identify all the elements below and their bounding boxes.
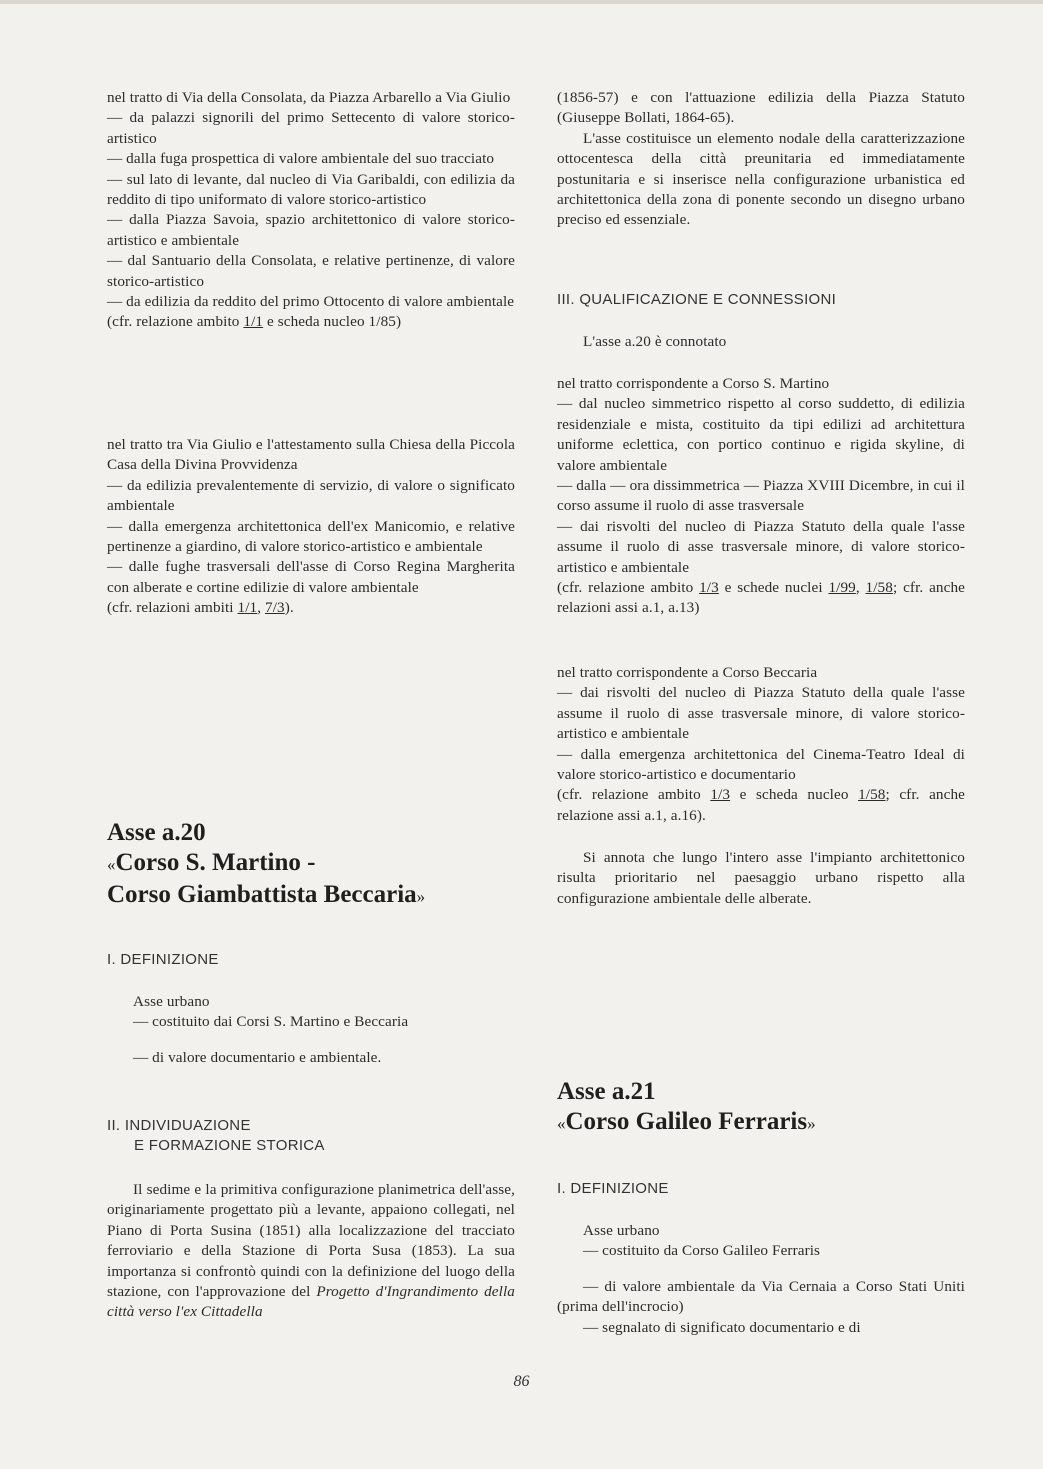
reference-text: e scheda nucleo [730,786,859,804]
section-heading-qualificazione: III. QUALIFICAZIONE E CONNESSIONI [557,291,837,308]
quote-mark: « [107,855,116,874]
note-paragraph [557,848,965,909]
reference-link[interactable]: 1/1 [243,313,264,331]
qualificazione-intro [557,332,965,352]
asse-title-line [107,880,515,912]
paragraph: — sul lato di levante, dal nucleo di Via Garibaldi, con edilizia da reddito di tipo uniformato di valore storico-artistico [107,170,515,209]
paragraph: L'asse a.20 è connotato [583,333,727,350]
paragraph: (1856-57) e con l'attuazione edilizia della Piazza Statuto (Giuseppe Bollati, 1864-65). [557,89,965,127]
section-heading-definizione: I. DEFINIZIONE [557,1180,669,1197]
reference [557,785,965,826]
reference-text: (cfr. relazione ambito [557,786,711,804]
reference-link[interactable]: 1/58 [858,786,886,804]
paragraph: nel tratto tra Via Giulio e l'attestamento sulla Chiesa della Piccola Casa della Divina Provvidenza [107,436,515,474]
paragraph: — da palazzi signorili del primo Settecento di valore storico-artistico [107,109,515,147]
heading-line: E FORMAZIONE STORICA [134,1137,325,1154]
reference-text: ). [284,599,294,617]
page-number: 86 [513,1373,530,1390]
paragraph: — segnalato di significato documentario e di [583,1318,861,1336]
asse-title-line [557,1107,965,1139]
reference-link[interactable]: 1/3 [699,579,719,597]
asse-title-text: Corso Galileo Ferraris [565,1108,808,1135]
reference-text: , [855,579,866,597]
paragraph: — dalla — ora dissimmetrica — Piazza XVIII Dicembre, in cui il corso assume il ruolo di asse trasversale [557,477,965,515]
giulio-block [107,435,515,619]
reference-text: e scheda nucleo 1/85) [263,313,402,331]
asse-title-text: Corso Giambattista Beccaria [107,881,417,908]
definizione-block [107,992,515,1068]
reference-text: (cfr. relazioni ambiti [107,599,238,617]
project-title: Progetto d'Ingrandimento della città verso l'ex Cittadella [107,1283,515,1321]
paragraph: nel tratto corrispondente a Corso Beccaria [557,664,818,681]
reference-link[interactable]: 1/58 [865,579,893,597]
paragraph: — di valore ambientale da Via Cernaia a Corso Stati Uniti (prima dell'incrocio) [557,1277,965,1316]
top-edge-line [0,0,1043,4]
reference-text: e schede nuclei [718,579,829,597]
paragraph: Asse urbano [583,1222,660,1239]
paragraph: — costituito dai Corsi S. Martino e Beccaria [133,1013,409,1031]
paragraph: — di valore documentario e ambientale. [133,1048,382,1066]
paragraph: — dalla emergenza architettonica del Cinema-Teatro Ideal di valore storico-artistico e documentario [557,745,965,784]
section-heading-definizione: I. DEFINIZIONE [107,951,219,968]
reference-link[interactable]: 1/99 [828,579,856,597]
reference-link[interactable]: 7/3 [265,599,285,617]
definizione-block [557,1221,965,1338]
consolata-block [107,88,515,333]
asse-title-line: Asse a.20 [107,819,206,846]
asse-title-line [107,848,515,880]
paragraph: — dai risvolti del nucleo di Piazza Statuto della quale l'asse assume il ruolo di asse trasversale minore, di valore storico-artistico e ambientale [557,684,965,743]
individuazione-text [107,1180,515,1323]
paragraph: — dalla fuga prospettica di valore ambientale del suo tracciato [107,150,495,168]
reference-text: ; cfr. anche relazione assi a.1, a.16). [557,786,965,824]
paragraph: nel tratto di Via della Consolata, da Piazza Arbarello a Via Giulio [107,89,511,106]
quote-mark: » [807,1114,816,1133]
quote-mark: » [416,887,426,906]
paragraph [107,1180,515,1323]
beccaria-block [557,663,965,826]
paragraph: Asse urbano [133,993,210,1010]
reference-link[interactable]: 1/3 [710,786,731,804]
asse-a20-heading [107,818,515,912]
paragraph: L'asse costituisce un elemento nodale della caratterizzazione ottocentesca della città preunitaria ed immediatamente postunitaria e si inserisce nella configurazione urbanistica ed architettonica della zona di ponente secondo un disegno urbano preciso ed essenziale. [557,129,965,229]
reference [557,578,965,619]
reference-text: (cfr. relazione ambito [557,579,700,597]
quote-mark: « [557,1114,566,1133]
san-martino-block [557,374,965,619]
asse-title-line: Asse a.21 [557,1078,656,1105]
section-heading-individuazione [107,1116,515,1156]
paragraph: nel tratto corrispondente a Corso S. Martino [557,375,830,392]
paragraph: — da edilizia prevalentemente di servizio, di valore o significato ambientale [107,476,515,515]
paragraph: — dai risvolti del nucleo di Piazza Statuto della quale l'asse assume il ruolo di asse trasversale minore, di valore storico-artistico e ambientale [557,517,965,576]
reference [107,598,515,618]
paragraph: Si annota che lungo l'intero asse l'impianto architettonico risulta prioritario nel paesaggio urbano rispetto alla configurazione ambientale delle alberate. [557,849,965,907]
reference-text: , [257,599,266,617]
asse-title-text: Corso S. Martino - [115,849,316,876]
paragraph: — dalla emergenza architettonica dell'ex Manicomio, e relative pertinenze a giardino, di valore storico-artistico e ambientale [107,517,515,556]
reference-text: ; cfr. anche relazioni assi a.1, a.13) [557,579,965,617]
paragraph: — costituito da Corso Galileo Ferraris [583,1242,821,1260]
paragraph: — dal nucleo simmetrico rispetto al corso suddetto, di edilizia residenziale e mista, costituito da tipi edilizi ad architettura uniforme eclettica, con portico continuo e rigida skyline, di valore ambientale [557,395,965,474]
reference-text: (cfr. relazione ambito [107,313,244,331]
paragraph: — dal Santuario della Consolata, e relative pertinenze, di valore storico-artistico [107,252,515,290]
reference-link[interactable]: 1/1 [237,599,258,617]
individuazione-continued [557,88,965,231]
asse-a21-heading [557,1077,965,1139]
paragraph: — da edilizia da reddito del primo Ottocento di valore ambientale [107,293,515,311]
heading-line: II. INDIVIDUAZIONE [107,1117,251,1134]
paragraph: — dalle fughe trasversali dell'asse di Corso Regina Margherita con alberate e cortine edilizie di valore ambientale [107,558,515,596]
reference [107,312,515,332]
paragraph: — dalla Piazza Savoia, spazio architettonico di valore storico-artistico e ambientale [107,211,515,249]
paragraph-text: Il sedime e la primitiva configurazione planimetrica dell'asse, originariamente progettato più a levante, appaiono collegati, nel Piano di Porta Susina (1851) alla localizzazione del tracciato ferroviario e della Stazione di Porta Susa (1853). La sua importanza si confrontò quindi con la definizione del luogo della stazione, con l'approvazione del [107,1181,515,1301]
